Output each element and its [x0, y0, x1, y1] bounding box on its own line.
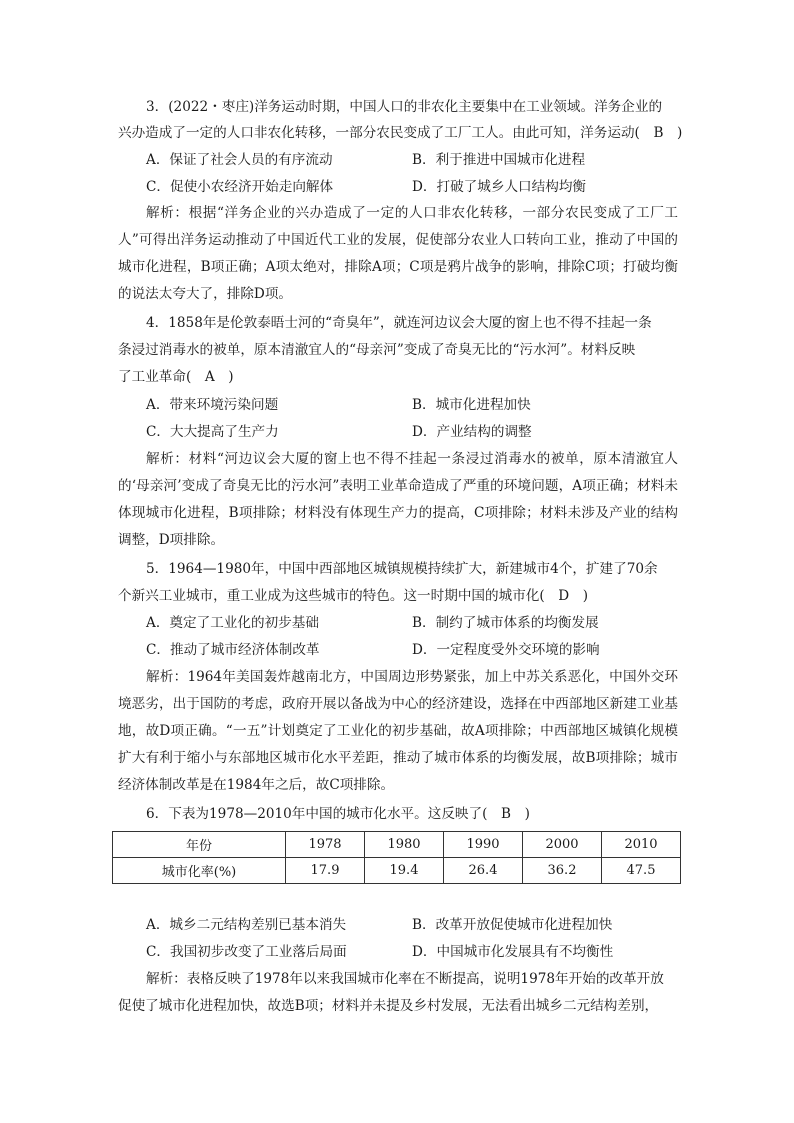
- q5-stem-line-2: 个新兴工业城市，重工业成为这些城市的特色。这一时期中国的城市化( D ): [118, 588, 589, 604]
- q6-analysis-line-2: 促使了城市化进程加快，故选B项；材料并未提及乡村发展，无法看出城乡二元结构差别，: [118, 998, 659, 1014]
- q6-option-a: A．城乡二元结构差别已基本消失: [146, 917, 347, 933]
- table-row: [113, 858, 681, 884]
- table-value-cell: 47.5: [602, 858, 681, 884]
- q5-option-a: A．奠定了工业化的初步基础: [146, 615, 319, 631]
- q4-analysis: 解析：材料“河边议会大厦的窗上也不得不挂起一条浸过消毒水的被单，原本清澈宜人的‘母亲河’变成了奇臭无比的污水河”表明工业革命造成了严重的环境问题，A项正确；材料未体现城市化进程，B项排除；材料没有体现生产力的提高，C项排除；材料未涉及产业的结构调整，D项排除。: [118, 451, 678, 548]
- table-row-label: 城市化率(%): [113, 858, 286, 884]
- q4-option-a: A．带来环境污染问题: [146, 397, 279, 413]
- q5-option-b: B．制约了城市体系的均衡发展: [412, 615, 599, 631]
- q5-option-d: D．一定程度受外交环境的影响: [412, 642, 600, 658]
- q6-option-b: B．改革开放促使城市化进程加快: [412, 917, 613, 933]
- table-header-label: 年份: [113, 832, 286, 858]
- urbanization-table: [112, 831, 681, 884]
- q4-stem-line-2: 条浸过消毒水的被单，原本清澈宜人的“母亲河”变成了奇臭无比的“污水河”。材料反映: [118, 342, 636, 358]
- table-year-cell: 1978: [286, 832, 365, 858]
- q3-option-c: C．促使小农经济开始走向解体: [146, 179, 334, 195]
- q4-option-d: D．产业结构的调整: [412, 424, 532, 440]
- table-value-cell: 19.4: [365, 858, 444, 884]
- q6-analysis-line-1: 解析：表格反映了1978年以来我国城市化率在不断提高，说明1978年开始的改革开放: [146, 971, 664, 987]
- q3-stem-line-1: 3．(2022・枣庄)洋务运动时期，中国人口的非农化主要集中在工业领域。洋务企业的: [146, 99, 663, 115]
- table-year-cell: 1990: [444, 832, 523, 858]
- table-year-cell: 2000: [523, 832, 602, 858]
- table-value-cell: 26.4: [444, 858, 523, 884]
- q4-stem-line-3: 了工业革命( A ): [118, 369, 234, 385]
- q3-option-d: D．打破了城乡人口结构均衡: [412, 179, 587, 195]
- q4-stem-line-1: 4．1858年是伦敦泰晤士河的“奇臭年”，就连河边议会大厦的窗上也不得不挂起一条: [146, 315, 652, 331]
- q5-stem-line-1: 5．1964—1980年，中国中西部地区城镇规模持续扩大，新建城市4个，扩建了70余: [146, 561, 658, 577]
- q4-option-b: B．城市化进程加快: [412, 397, 531, 413]
- q6-option-d: D．中国城市化发展具有不均衡性: [412, 944, 614, 960]
- table-value-cell: 36.2: [523, 858, 602, 884]
- table-year-cell: 2010: [602, 832, 681, 858]
- q6-stem-line-1: 6．下表为1978—2010年中国的城市化水平。这反映了( B ): [146, 806, 530, 822]
- table-row: [113, 832, 681, 858]
- q4-option-c: C．大大提高了生产力: [146, 424, 279, 440]
- q6-option-c: C．我国初步改变了工业落后局面: [146, 944, 347, 960]
- q5-option-c: C．推动了城市经济体制改革: [146, 642, 320, 658]
- q5-analysis: 解析：1964年美国轰炸越南北方，中国周边形势紧张，加上中苏关系恶化，中国外交环境恶劣，出于国防的考虑，政府开展以备战为中心的经济建设，选择在中西部地区新建工业基地，故D项正确。“一五”计划奠定了工业化的初步基础，故A项排除；中西部地区城镇化规模扩大有利于缩小与东部地区城市化水平差距，推动了城市体系的均衡发展，故B项排除；城市经济体制改革是在1984年之后，故C项排除。: [118, 669, 678, 793]
- table-value-cell: 17.9: [286, 858, 365, 884]
- q3-option-a: A．保证了社会人员的有序流动: [146, 152, 333, 168]
- table-year-cell: 1980: [365, 832, 444, 858]
- q3-option-b: B．利于推进中国城市化进程: [412, 152, 586, 168]
- q3-analysis: 解析：根据“洋务企业的兴办造成了一定的人口非农化转移，一部分农民变成了工厂工人”可得出洋务运动推动了中国近代工业的发展，促使部分农业人口转向工业，推动了中国的城市化进程，B项正确；A项太绝对，排除A项；C项是鸦片战争的影响，排除C项；打破均衡的说法太夸大了，排除D项。: [118, 205, 678, 302]
- q3-stem-line-2: 兴办造成了一定的人口非农化转移，一部分农民变成了工厂工人。由此可知，洋务运动( B ): [118, 125, 683, 141]
